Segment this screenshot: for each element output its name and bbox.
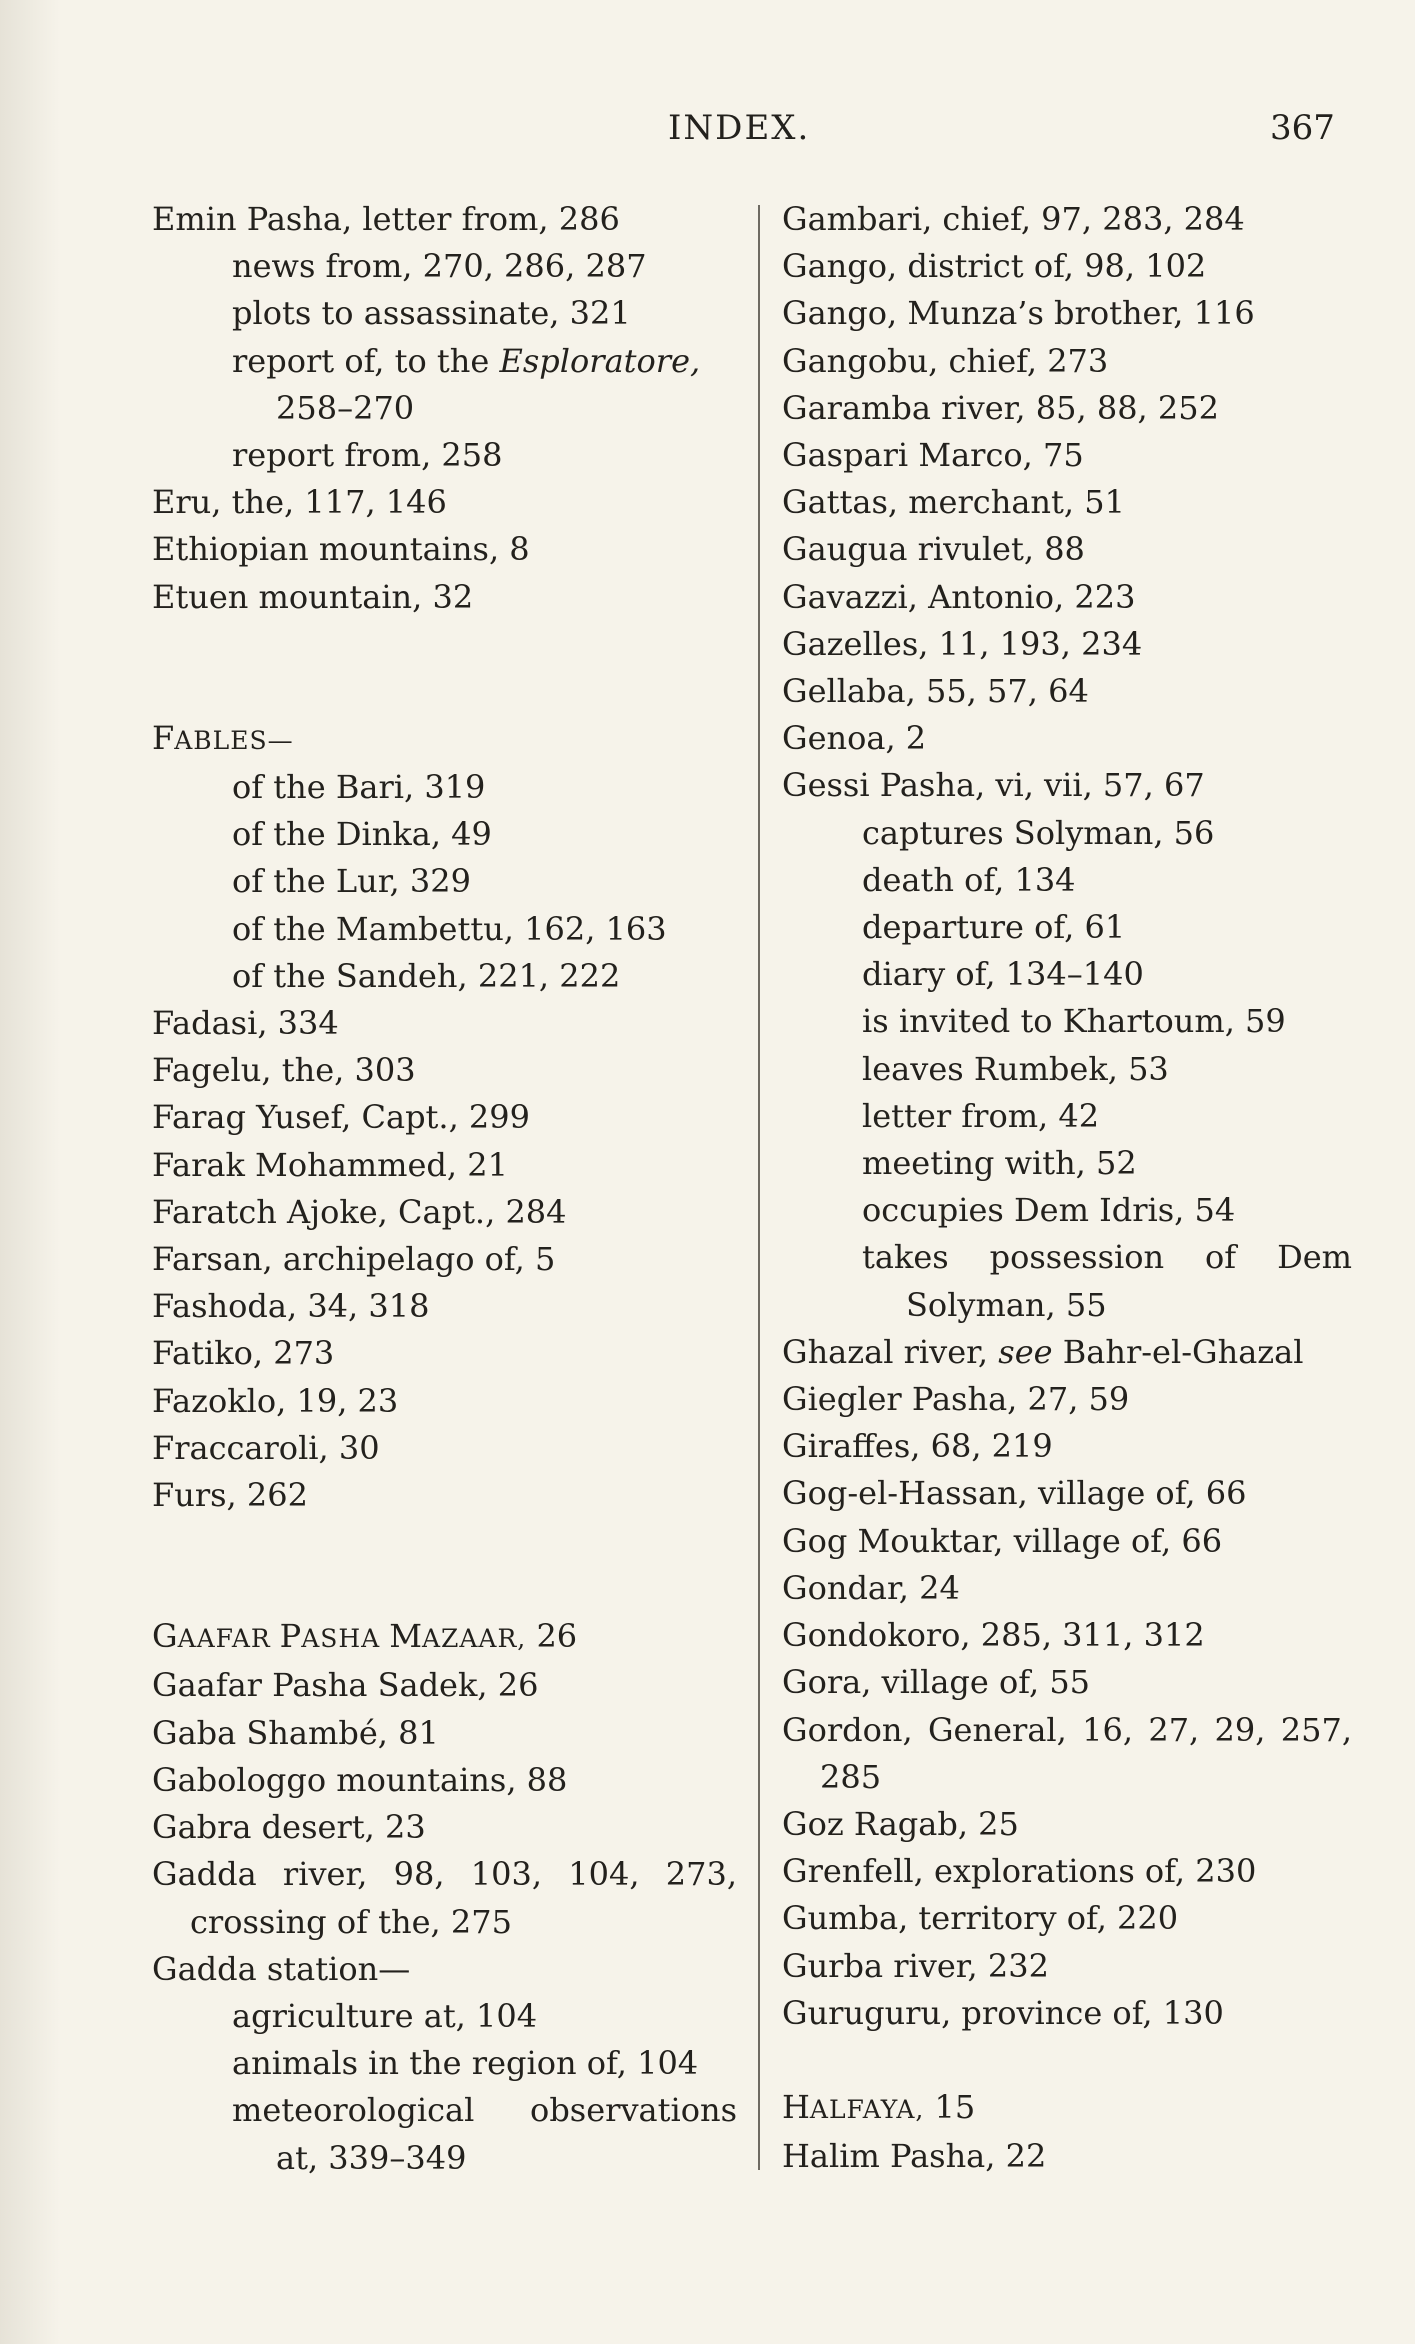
index-entry: Gabra desert, 23 bbox=[152, 1808, 426, 1847]
index-subentry: animals in the region of, 104 bbox=[232, 2044, 699, 2083]
index-entry: Ethiopian mountains, 8 bbox=[152, 530, 530, 569]
index-subentry: of the Lur, 329 bbox=[232, 862, 471, 901]
index-entry: Gondokoro, 285, 311, 312 bbox=[782, 1616, 1205, 1655]
index-entry: Gango, Munza’s brother, 116 bbox=[782, 294, 1255, 333]
page-edge-shadow bbox=[0, 0, 60, 2344]
index-entry: Etuen mountain, 32 bbox=[152, 577, 474, 616]
index-entry: Gellaba, 55, 57, 64 bbox=[782, 672, 1089, 711]
index-entry bbox=[782, 1329, 1352, 1376]
index-subentry: of the Sandeh, 221, 222 bbox=[232, 956, 621, 995]
index-entry: Gadda station— bbox=[152, 1949, 411, 1988]
index-entry: Gordon, General, 16, 27, 29, 257, bbox=[782, 1710, 1352, 1749]
small-caps-initial: H bbox=[782, 2087, 810, 2126]
index-entry: Gessi Pasha, vi, vii, 57, 67 bbox=[782, 766, 1205, 805]
small-caps-initial: F bbox=[152, 718, 175, 757]
index-entry: Genoa, 2 bbox=[782, 719, 927, 758]
index-subentry: report from, 258 bbox=[232, 436, 503, 475]
index-subentry: leaves Rumbek, 53 bbox=[862, 1049, 1169, 1088]
index-entry: Farak Mohammed, 21 bbox=[152, 1145, 508, 1184]
index-entry: Faratch Ajoke, Capt., 284 bbox=[152, 1192, 567, 1231]
index-entry: Fraccaroli, 30 bbox=[152, 1428, 380, 1467]
index-continuation: crossing of the, 275 bbox=[190, 1902, 512, 1941]
see-reference: see bbox=[998, 1332, 1053, 1371]
index-entry: Gavazzi, Antonio, 223 bbox=[782, 577, 1136, 616]
index-entry: Gaugua rivulet, 88 bbox=[782, 530, 1085, 569]
index-entry: Gambari, chief, 97, 283, 284 bbox=[782, 200, 1245, 238]
index-entry: Gadda river, 98, 103, 104, 273, bbox=[152, 1855, 737, 1894]
index-entry: Fatiko, 273 bbox=[152, 1334, 335, 1373]
small-caps-initial: P bbox=[279, 1617, 302, 1656]
index-entry: Gurba river, 232 bbox=[782, 1946, 1049, 1985]
italic-title: Esploratore, bbox=[499, 341, 701, 380]
page-number: 367 bbox=[1270, 108, 1335, 148]
index-entry: Furs, 262 bbox=[152, 1476, 308, 1515]
index-entry: Halim Pasha, 22 bbox=[782, 2137, 1047, 2176]
entry-text: Ghazal river, bbox=[782, 1332, 999, 1371]
index-heading-fables bbox=[152, 715, 737, 764]
small-caps-rest: ALFAYA, bbox=[809, 2094, 925, 2124]
index-entry: Gog Mouktar, village of, 66 bbox=[782, 1521, 1223, 1560]
index-entry: Emin Pasha, letter from, 286 bbox=[152, 200, 620, 238]
index-subentry: meeting with, 52 bbox=[862, 1144, 1137, 1183]
index-continuation: 285 bbox=[820, 1757, 882, 1796]
index-entry: Gabologgo mountains, 88 bbox=[152, 1760, 568, 1799]
index-continuation: Solyman, 55 bbox=[906, 1285, 1107, 1324]
entry-pages: 26 bbox=[526, 1617, 578, 1656]
index-entry: Fadasi, 334 bbox=[152, 1004, 339, 1043]
index-column-left bbox=[152, 196, 737, 2182]
index-entry: Guruguru, province of, 130 bbox=[782, 1993, 1224, 2032]
index-column-right bbox=[782, 196, 1352, 2180]
index-subentry: takes possession of Dem bbox=[862, 1238, 1352, 1277]
index-heading-gaafar bbox=[152, 1613, 737, 1662]
index-entry: Eru, the, 117, 146 bbox=[152, 483, 447, 522]
index-entry: Giraffes, 68, 219 bbox=[782, 1427, 1053, 1466]
index-entry: Fagelu, the, 303 bbox=[152, 1051, 416, 1090]
small-caps-rest: ABLES— bbox=[174, 725, 294, 755]
entry-text: Bahr-el-Ghazal bbox=[1052, 1332, 1304, 1371]
index-entry: Goz Ragab, 25 bbox=[782, 1804, 1019, 1843]
index-subentry: captures Solyman, 56 bbox=[862, 813, 1215, 852]
index-subentry: plots to assassinate, 321 bbox=[232, 294, 631, 333]
index-subentry: of the Dinka, 49 bbox=[232, 815, 492, 854]
index-entry: Gumba, territory of, 220 bbox=[782, 1899, 1179, 1938]
index-entry: Gattas, merchant, 51 bbox=[782, 483, 1125, 522]
entry-pages: 15 bbox=[924, 2087, 976, 2126]
index-subentry: of the Bari, 319 bbox=[232, 768, 486, 807]
index-entry: Fashoda, 34, 318 bbox=[152, 1287, 430, 1326]
index-subentry: death of, 134 bbox=[862, 860, 1076, 899]
section-gap bbox=[152, 1519, 737, 1613]
column-divider bbox=[758, 205, 760, 2170]
index-entry: Gora, village of, 55 bbox=[782, 1663, 1091, 1702]
entry-text: report of, to the bbox=[232, 341, 500, 380]
index-entry: Giegler Pasha, 27, 59 bbox=[782, 1380, 1130, 1419]
section-gap bbox=[152, 621, 737, 715]
index-entry: Farsan, archipelago of, 5 bbox=[152, 1240, 556, 1279]
small-caps-rest: AZAAR, bbox=[421, 1624, 527, 1654]
index-continuation: at, 339–349 bbox=[276, 2138, 467, 2177]
index-entry: Gangobu, chief, 273 bbox=[782, 341, 1109, 380]
index-entry: Grenfell, explorations of, 230 bbox=[782, 1852, 1257, 1891]
index-subentry bbox=[152, 338, 737, 385]
small-caps-initial: M bbox=[389, 1617, 422, 1656]
running-title: INDEX. bbox=[668, 108, 811, 148]
index-subentry: news from, 270, 286, 287 bbox=[232, 247, 647, 286]
index-entry: Gango, district of, 98, 102 bbox=[782, 247, 1207, 286]
index-entry: Gaba Shambé, 81 bbox=[152, 1713, 439, 1752]
index-entry: Fazoklo, 19, 23 bbox=[152, 1381, 399, 1420]
small-caps-initial: G bbox=[152, 1617, 178, 1656]
page-header bbox=[0, 108, 1415, 158]
index-subentry: diary of, 134–140 bbox=[862, 955, 1144, 994]
index-subentry: departure of, 61 bbox=[862, 908, 1126, 947]
section-gap bbox=[782, 2037, 1352, 2084]
index-subentry: of the Mambettu, 162, 163 bbox=[232, 909, 667, 948]
index-subentry: agriculture at, 104 bbox=[232, 1996, 538, 2035]
index-entry: Farag Yusef, Capt., 299 bbox=[152, 1098, 530, 1137]
index-entry: Gondar, 24 bbox=[782, 1568, 960, 1607]
small-caps-rest: AAFAR bbox=[177, 1624, 280, 1654]
index-subentry: occupies Dem Idris, 54 bbox=[862, 1191, 1236, 1230]
index-subentry: is invited to Khartoum, 59 bbox=[862, 1002, 1286, 1041]
index-subentry: meteorological observations bbox=[232, 2091, 737, 2130]
small-caps-rest: ASHA bbox=[301, 1624, 390, 1654]
index-entry: Gaafar Pasha Sadek, 26 bbox=[152, 1666, 539, 1705]
index-subentry: letter from, 42 bbox=[862, 1096, 1100, 1135]
index-heading-halfaya bbox=[782, 2084, 1352, 2133]
index-entry: Gaspari Marco, 75 bbox=[782, 436, 1084, 475]
index-entry: Gog-el-Hassan, village of, 66 bbox=[782, 1474, 1247, 1513]
index-entry: Gazelles, 11, 193, 234 bbox=[782, 624, 1143, 663]
index-continuation: 258–270 bbox=[276, 388, 415, 427]
index-entry: Garamba river, 85, 88, 252 bbox=[782, 388, 1219, 427]
